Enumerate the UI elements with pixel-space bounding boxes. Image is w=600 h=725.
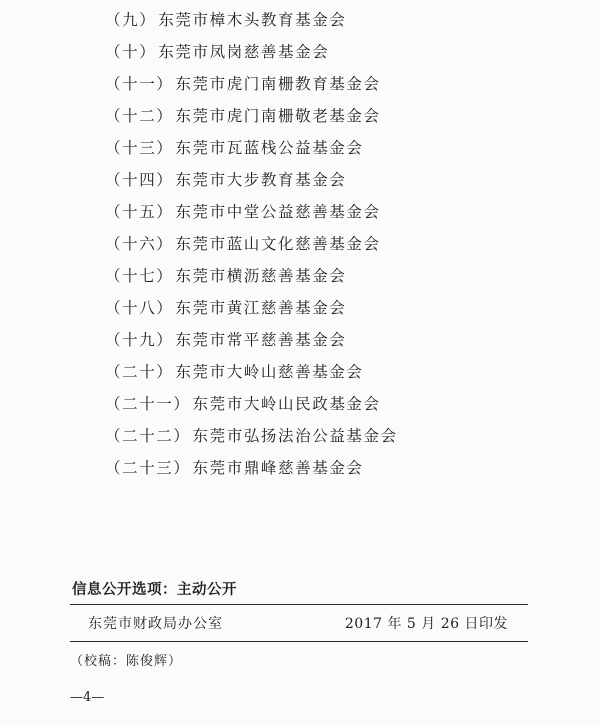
item-number: （二十二） xyxy=(105,427,191,445)
item-number: （九） xyxy=(105,11,157,29)
foundation-list xyxy=(105,4,398,484)
item-name: 东莞市横沥慈善基金会 xyxy=(175,267,347,285)
item-name: 东莞市常平慈善基金会 xyxy=(175,331,347,349)
item-number: （十二） xyxy=(105,107,174,125)
item-name: 东莞市鼎峰慈善基金会 xyxy=(192,459,364,477)
page-number: —4— xyxy=(70,690,105,705)
list-item xyxy=(105,452,398,484)
list-item xyxy=(105,4,398,36)
item-name: 东莞市大岭山慈善基金会 xyxy=(175,363,364,381)
divider-bottom xyxy=(70,641,528,642)
list-item xyxy=(105,132,398,164)
item-name: 东莞市弘扬法治公益基金会 xyxy=(192,427,398,445)
item-name: 东莞市大步教育基金会 xyxy=(175,171,347,189)
proofreader-note: （校稿：陈俊辉） xyxy=(70,654,183,669)
item-name: 东莞市中堂公益慈善基金会 xyxy=(175,203,381,221)
list-item xyxy=(105,100,398,132)
item-name: 东莞市瓦蓝栈公益基金会 xyxy=(175,139,364,157)
item-number: （十四） xyxy=(105,171,174,189)
list-item xyxy=(105,196,398,228)
item-number: （二十） xyxy=(105,363,174,381)
list-item xyxy=(105,356,398,388)
item-name: 东莞市凤岗慈善基金会 xyxy=(158,43,330,61)
item-number: （十一） xyxy=(105,75,174,93)
item-name: 东莞市虎门南栅敬老基金会 xyxy=(175,107,381,125)
issuing-office: 东莞市财政局办公室 xyxy=(88,616,223,632)
list-item xyxy=(105,68,398,100)
list-item xyxy=(105,324,398,356)
item-number: （二十一） xyxy=(105,395,191,413)
item-number: （十） xyxy=(105,43,157,61)
list-item xyxy=(105,388,398,420)
list-item xyxy=(105,292,398,324)
item-number: （十七） xyxy=(105,267,174,285)
list-item xyxy=(105,228,398,260)
item-number: （十九） xyxy=(105,331,174,349)
item-number: （二十三） xyxy=(105,459,191,477)
divider-top xyxy=(70,604,528,605)
item-number: （十五） xyxy=(105,203,174,221)
issue-date: 2017 年 5 月 26 日印发 xyxy=(344,616,508,632)
item-name: 东莞市蓝山文化慈善基金会 xyxy=(175,235,381,253)
item-number: （十三） xyxy=(105,139,174,157)
item-name: 东莞市樟木头教育基金会 xyxy=(158,11,347,29)
list-item xyxy=(105,420,398,452)
item-name: 东莞市虎门南栅教育基金会 xyxy=(175,75,381,93)
disclosure-option: 信息公开选项：主动公开 xyxy=(72,582,237,598)
list-item xyxy=(105,260,398,292)
item-number: （十八） xyxy=(105,299,174,317)
item-name: 东莞市大岭山民政基金会 xyxy=(192,395,381,413)
item-number: （十六） xyxy=(105,235,174,253)
item-name: 东莞市黄江慈善基金会 xyxy=(175,299,347,317)
list-item xyxy=(105,36,398,68)
list-item xyxy=(105,164,398,196)
